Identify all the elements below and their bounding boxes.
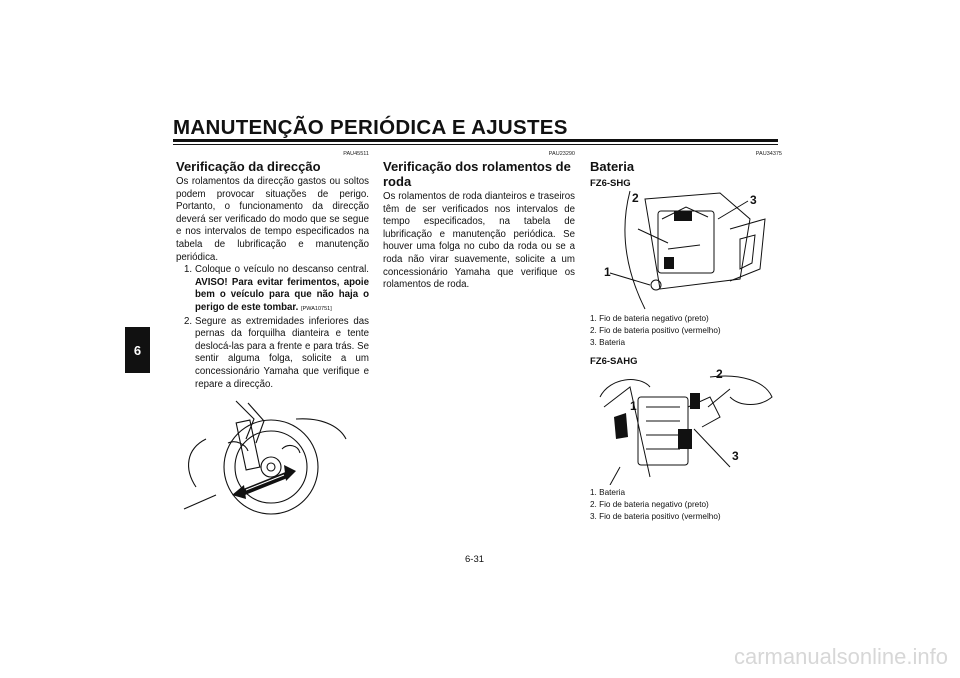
steering-section [176, 150, 369, 517]
fork-drawing [176, 399, 366, 517]
battery-figure-fz6-sahg [590, 367, 782, 485]
legend-item: 1. Fio de bateria negativo (preto) [590, 314, 709, 323]
callout-label: 1 [630, 398, 637, 413]
callout-label: 2 [716, 366, 723, 381]
battery-legend [590, 487, 782, 524]
page-title: MANUTENÇÃO PERIÓDICA E AJUSTES [173, 116, 568, 139]
warning-text: AVISO! Para evitar ferimentos, apoie bem o veículo para que não haja o perigo de este tombar. [195, 276, 369, 313]
callout-label: 1 [604, 265, 611, 279]
step-text: Coloque o veículo no descanso central. [195, 264, 369, 276]
step-number: 2. [184, 315, 193, 327]
legend-item: 2. Fio de bateria negativo (preto) [590, 499, 709, 509]
battery-legend [590, 313, 782, 350]
legend-item: 3. Bateria [590, 338, 626, 348]
callout-label: 3 [732, 448, 739, 463]
section-code: PAU23290 [548, 151, 575, 157]
steering-intro: Os rolamentos da direcção gastos ou soltos podem provocar situações de perigo. Portanto, o funcionamento da direcção deverá ser verificado do modo que se segue e nos intervalos de tempo especificados na tabela de lubrificação e manutenção periódica. [176, 176, 369, 263]
battery-heading: Bateria [590, 159, 635, 174]
step-item [176, 264, 369, 315]
steering-steps [176, 264, 369, 391]
chapter-tab: 6 [125, 327, 150, 373]
battery-figure-fz6-shg [590, 189, 782, 311]
section-code: PAU34375 [755, 151, 782, 157]
battery-drawing [590, 367, 780, 485]
header-rule-thin [173, 144, 778, 145]
fork-illustration [176, 399, 369, 517]
wheel-bearings-body: Os rolamentos de roda dianteiros e traseiros têm de ser verificados nos intervalos de tempo especificados, na tabela de lubrificação e manutenção periódica. Se houver uma folga no cubo da roda ou se a roda não virar suavemente, solicite a um concessionário Yamaha que verifique os rolamentos de roda. [383, 191, 575, 291]
battery-section [590, 150, 782, 523]
model-label: FZ6-SHG [590, 178, 631, 189]
wheel-bearings-section [383, 150, 575, 292]
step-item [176, 316, 369, 392]
section-code: PAU45511 [343, 151, 369, 157]
page-number: 6-31 [465, 554, 485, 565]
step-number: 1. [184, 264, 193, 276]
battery-drawing [590, 189, 780, 311]
steering-heading: Verificação da direcção [176, 159, 321, 174]
legend-item: 1. Bateria [590, 487, 626, 497]
legend-item: 3. Fio de bateria positivo (vermelho) [590, 512, 721, 522]
warning-code: [PWA10751] [301, 305, 332, 312]
callout-label: 3 [750, 193, 757, 207]
wheel-bearings-heading: Verificação dos rolamentos de roda [383, 159, 571, 189]
legend-item: 2. Fio de bateria positivo (vermelho) [590, 326, 721, 336]
header-rule [173, 139, 778, 142]
model-label: FZ6-SAHG [590, 355, 638, 367]
watermark: carmanualsonline.info [733, 644, 948, 669]
callout-label: 2 [632, 191, 639, 205]
step-text: Segure as extremidades inferiores das pernas da forquilha dianteira e tente deslocá-las para a frente e para trás. Se sentir alguma folga, solicite a um concessionário Yamaha que verifique e repare a direcção. [195, 315, 369, 390]
